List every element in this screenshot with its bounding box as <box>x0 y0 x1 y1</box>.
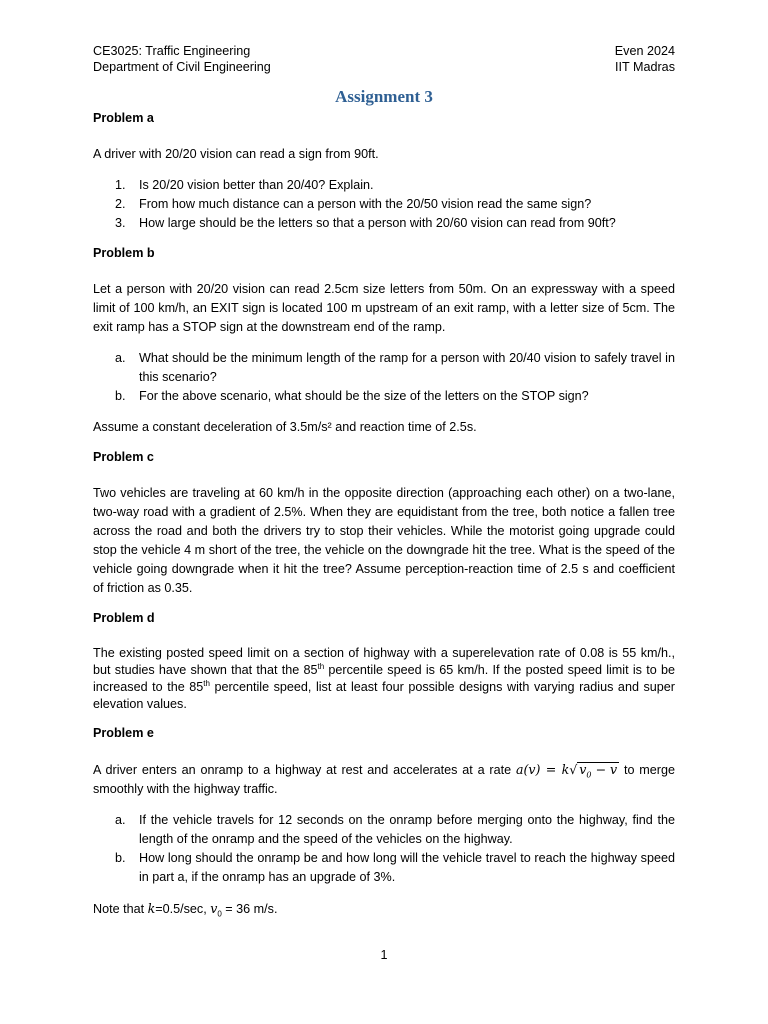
department-name: Department of Civil Engineering <box>93 60 271 74</box>
problem-e-heading: Problem e <box>93 726 154 740</box>
course-name: CE3025: Traffic Engineering <box>93 44 251 58</box>
list-item: 3. How large should be the letters so that a person with 20/60 vision can read from 90ft? <box>115 216 616 230</box>
list-item: a. What should be the minimum length of the ramp for a person with 20/40 vision to safely travel in this scenario? <box>115 351 675 384</box>
list-item: b. How long should the onramp be and how long will the vehicle travel to reach the highway speed in part a, if the onramp has an upgrade of 3%. <box>115 851 675 884</box>
page-header <box>93 43 675 75</box>
acceleration-formula: a(v) = k√ $v_0 - v$ <box>515 762 618 780</box>
list-item: b. For the above scenario, what should be the size of the letters on the STOP sign? <box>115 389 589 403</box>
institute: IIT Madras <box>615 60 675 74</box>
list-item: a. If the vehicle travels for 12 seconds on the onramp before merging onto the highway, find the length of the onramp and the speed of the vehicles on the highway. <box>115 813 675 846</box>
problem-d-heading: Problem d <box>93 611 155 625</box>
list-item: 2. From how much distance can a person with the 20/50 vision read the same sign? <box>115 197 592 211</box>
problem-a-heading: Problem a <box>93 111 154 125</box>
term: Even 2024 <box>614 44 675 58</box>
problem-e-note: Note that k=0.5/sec, $v_0 = 36$ m/s. <box>93 901 278 919</box>
problem-e-list <box>93 811 675 887</box>
problem-b-heading: Problem b <box>93 246 155 260</box>
header-right <box>615 43 675 75</box>
page-number: 1 <box>380 948 388 962</box>
problem-b-intro: Let a person with 20/20 vision can read 2.5cm size letters from 50m. On an expressway with a speed limit of 100 km/h, an EXIT sign is located 100 m upstream of an exit ramp, with a letter size of 5cm. The exit ramp has a STOP sign at the downstream end of the ramp. <box>93 282 675 334</box>
problem-a-list <box>93 176 675 233</box>
problem-a-intro: A driver with 20/20 vision can read a sign from 90ft. <box>93 147 379 161</box>
document-page <box>93 43 675 919</box>
problem-c-heading: Problem c <box>93 450 154 464</box>
problem-c-text: Two vehicles are traveling at 60 km/h in the opposite direction (approaching each other) on a two-lane, two-way road with a gradient of 2.5%. When they are equidistant from the tree, both notice a fallen tree across the road and both the drivers try to stop their vehicles. While the motorist going upgrade could stop the vehicle 4 m short of the tree, the vehicle on the downgrade hit the tree. What is the speed of the vehicle going downgrade when it hit the tree? Assume perception-reaction time of 2.5 s and coefficient of friction as 0.35. <box>93 486 675 595</box>
problem-d-text: The existing posted speed limit on a section of highway with a superelevation rate of 0.08 is 55 km/h., but studies have shown that that the 85th percentile speed is 65 km/h. If the posted speed limit is to be increased to the 85th percentile speed, list at least four possible designs with varying radius and super elevation values. <box>93 646 675 711</box>
list-item: 1. Is 20/20 vision better than 20/40? Explain. <box>115 178 374 192</box>
problem-e-intro: A driver enters an onramp to a highway at rest and accelerates at a rate a(v) = k√ $v_0 - v$ to merge smoothly with the highway traffic. <box>93 762 675 796</box>
header-left <box>93 43 271 75</box>
problem-b-note: Assume a constant deceleration of 3.5m/s² and reaction time of 2.5s. <box>93 420 477 434</box>
assignment-title: Assignment 3 <box>335 87 433 106</box>
problem-b-list <box>93 349 675 406</box>
